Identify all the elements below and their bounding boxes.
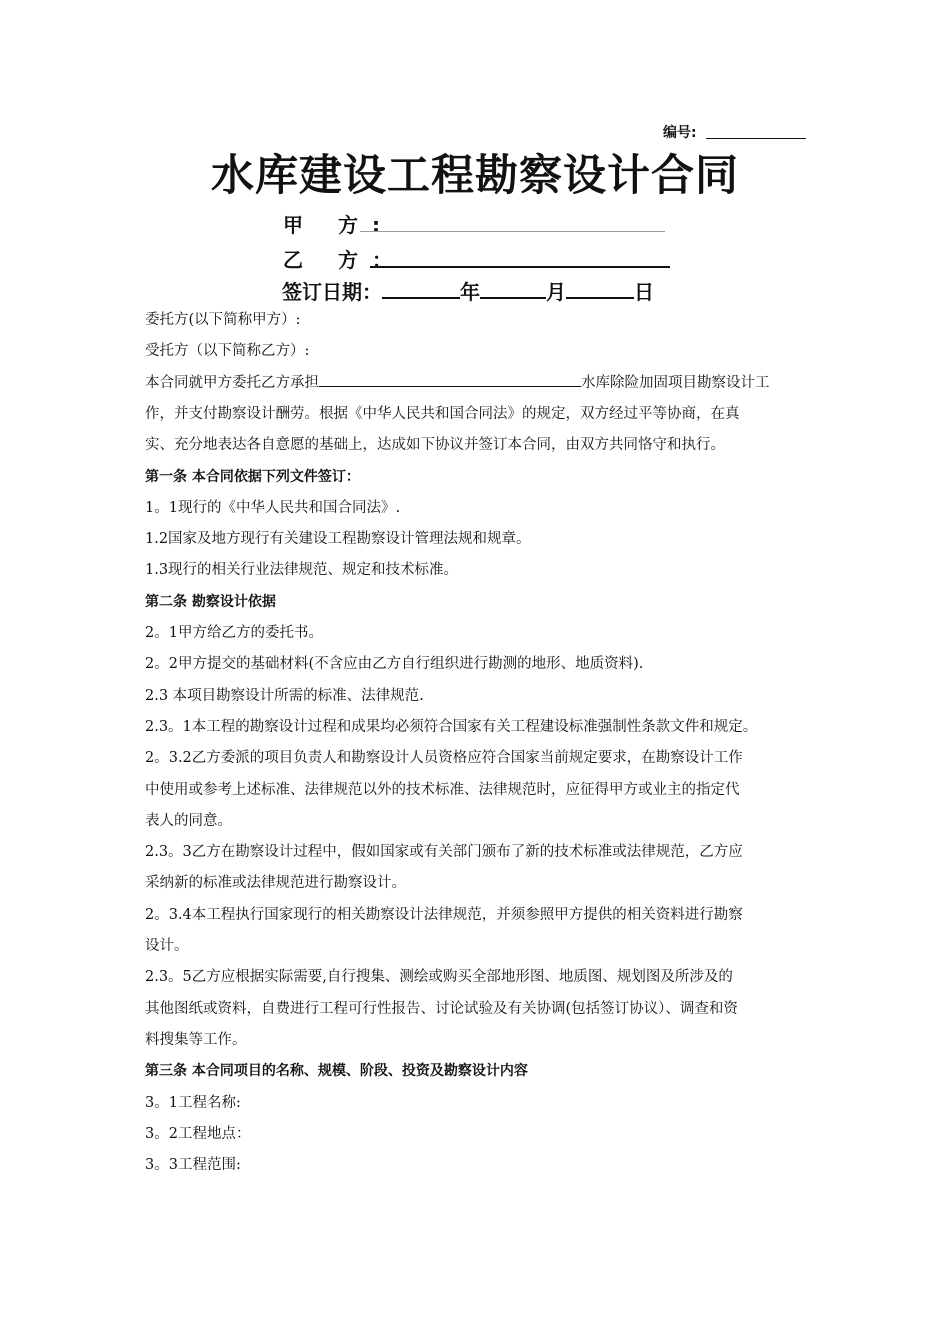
year-blank	[382, 279, 460, 299]
body-line: 3。2工程地点：	[145, 1125, 251, 1142]
body-line: 实、充分地表达各自意愿的基础上，达成如下协议并签订本合同，由双方共同恪守和执行。	[145, 437, 725, 454]
body-line: 受托方（以下简称乙方）:	[145, 343, 310, 360]
article-heading: 第二条 勘察设计依据	[145, 593, 276, 610]
body-line: 中使用或参考上述标准、法律规范以外的技术标准、法律规范时，应征得甲方或业主的指定代	[145, 781, 740, 798]
body-line: 委托方(以下简称甲方）:	[145, 312, 301, 328]
body-line: 料搜集等工作。	[145, 1031, 247, 1048]
project-name-blank	[319, 372, 581, 387]
party-a-blank	[360, 231, 665, 232]
body-line: 2。2甲方提交的基础材料(不含应由乙方自行组织进行勘测的地形、地质资料).	[145, 656, 644, 673]
body-line: 2。3.4本工程执行国家现行的相关勘察设计法律规范，并须参照甲方提供的相关资料进行勘察	[145, 906, 743, 923]
day-label: 日	[634, 280, 654, 304]
body-line: 1.3现行的相关行业法律规范、规定和技术标准。	[145, 562, 459, 579]
body-line: 设计。	[145, 938, 189, 954]
body-line: 作，并支付勘察设计酬劳。根据《中华人民共和国合同法》的规定，双方经过平等协商，在真	[145, 405, 740, 422]
contract-number-blank	[706, 138, 806, 139]
body-line: 1.2国家及地方现行有关建设工程勘察设计管理法规和规章。	[145, 531, 531, 548]
body-line	[145, 368, 770, 399]
party-b-blank	[370, 266, 670, 268]
body-line: 2.3 本项目勘察设计所需的标准、法律规范.	[145, 687, 424, 704]
body-line: 采纳新的标准或法律规范进行勘察设计。	[145, 875, 406, 892]
body-line: 1。1现行的《中华人民共和国合同法》.	[145, 499, 401, 516]
body-line: 3。3工程范围:	[145, 1157, 241, 1174]
article-heading: 第一条 本合同依据下列文件签订：	[145, 468, 360, 485]
body-line: 2.3。3乙方在勘察设计过程中，假如国家或有关部门颁布了新的技术标准或法律规范，乙方应	[145, 844, 743, 861]
body-line: 2。3.2乙方委派的项目负责人和勘察设计人员资格应符合国家当前规定要求，在勘察设计工作	[145, 750, 743, 767]
document-title: 水库建设工程勘察设计合同	[211, 151, 739, 201]
body-line: 2.3。1本工程的勘察设计过程和成果均必须符合国家有关工程建设标准强制性条款文件和规定。	[145, 718, 758, 735]
party-b-label: 乙 方：	[283, 248, 406, 272]
body-line-text: 本合同就甲方委托乙方承担	[145, 374, 319, 391]
contract-number-label: 编号:	[663, 125, 697, 141]
signing-date-label: 签订日期：	[282, 280, 382, 304]
body-line: 表人的同意。	[145, 812, 232, 829]
day-blank	[566, 279, 634, 299]
body-line-text: 水库除险加固项目勘察设计工	[581, 374, 770, 391]
article-heading: 第三条 本合同项目的名称、规模、阶段、投资及勘察设计内容	[145, 1063, 528, 1080]
body-line: 3。1工程名称:	[145, 1094, 241, 1111]
month-blank	[480, 279, 546, 299]
body-line: 2。1甲方给乙方的委托书。	[145, 625, 323, 641]
year-label: 年	[460, 280, 480, 304]
body-line: 2.3。5乙方应根据实际需要,自行搜集、测绘或购买全部地形图、地质图、规划图及所涉及的	[145, 969, 733, 986]
signing-date-row	[282, 276, 654, 305]
party-a-label: 甲 方:	[283, 213, 394, 237]
month-label: 月	[546, 280, 566, 304]
body-line: 其他图纸或资料，自费进行工程可行性报告、讨论试验及有关协调(包括签订协议）、调查和资	[145, 1000, 738, 1017]
